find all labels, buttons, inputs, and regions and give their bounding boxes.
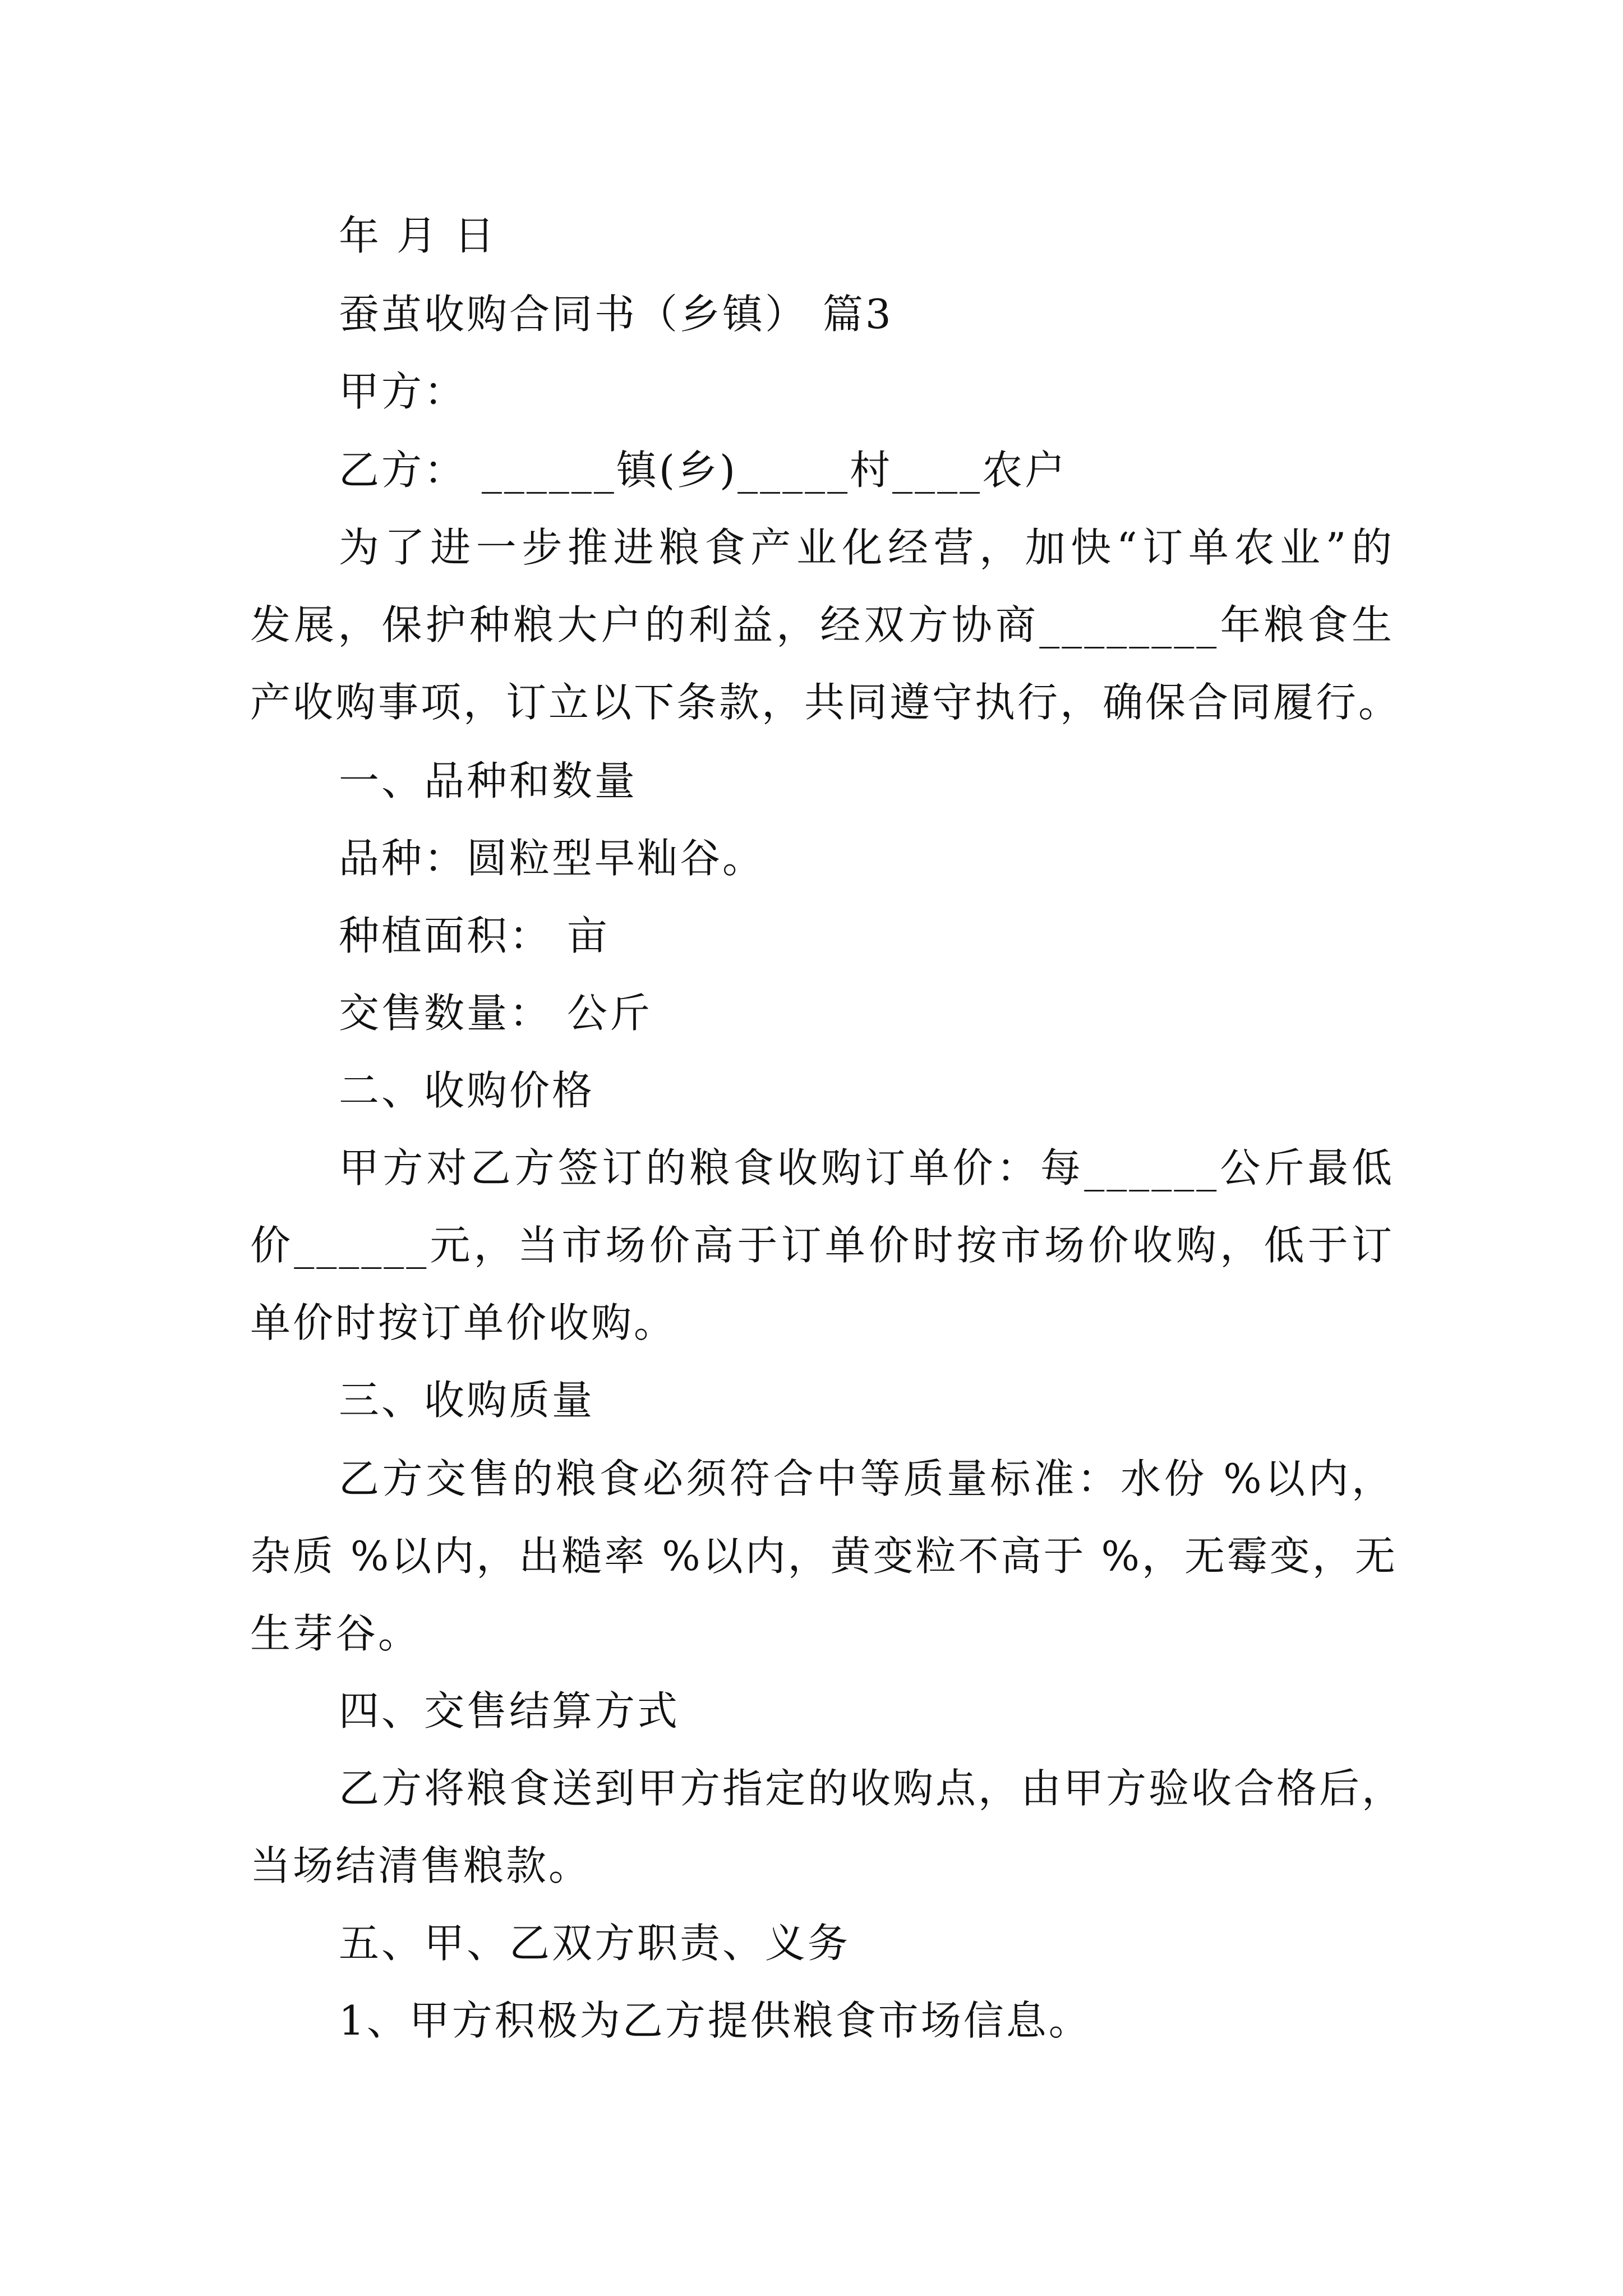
price-line-3: 单价时按订单价收购。 xyxy=(250,1299,677,1346)
intro-line-3: 产收购事项，订立以下条款，共同遵守执行，确保合同履行。 xyxy=(250,679,1401,726)
quality-line-1: 乙方交售的粮食必须符合中等质量标准：水份 %以内， xyxy=(339,1455,1394,1502)
quality-line-3: 生芽谷。 xyxy=(250,1610,421,1657)
sale-quantity-line: 交售数量： 公斤 xyxy=(339,990,652,1037)
party-b: 乙方： ______镇(乡)_____村____农户 xyxy=(339,447,1068,494)
section-3-heading: 三、收购质量 xyxy=(339,1377,595,1424)
section-1-heading: 一、品种和数量 xyxy=(339,757,638,804)
section-4-heading: 四、交售结算方式 xyxy=(339,1687,680,1734)
planting-area-line: 种植面积： 亩 xyxy=(339,912,610,959)
section-5-heading: 五、甲、乙双方职责、义务 xyxy=(339,1920,851,1967)
party-a: 甲方： xyxy=(339,368,467,415)
price-line-2: 价______元，当市场价高于订单价时按市场价收购，低于订 xyxy=(250,1222,1394,1269)
document-title: 蚕茧收购合同书（乡镇） 篇3 xyxy=(339,291,893,338)
intro-line-1: 为了进一步推进粮食产业化经营，加快“订单农业”的 xyxy=(339,524,1394,571)
section-2-heading: 二、收购价格 xyxy=(339,1067,595,1114)
settlement-line-1: 乙方将粮食送到甲方指定的收购点，由甲方验收合格后， xyxy=(339,1765,1405,1812)
quality-line-2: 杂质 %以内，出糙率 %以内，黄变粒不高于 %，无霉变，无 xyxy=(250,1533,1398,1580)
duty-line-1: 1、甲方积极为乙方提供粮食市场信息。 xyxy=(339,1997,1091,2044)
settlement-line-2: 当场结清售粮款。 xyxy=(250,1842,592,1889)
intro-line-2: 发展，保护种粮大户的利益，经双方协商________年粮食生 xyxy=(250,601,1394,648)
date-line: 年 月 日 xyxy=(339,212,497,259)
variety-line: 品种：圆粒型早籼谷。 xyxy=(339,835,766,882)
price-line-1: 甲方对乙方签订的粮食收购订单价：每______公斤最低 xyxy=(339,1144,1394,1191)
